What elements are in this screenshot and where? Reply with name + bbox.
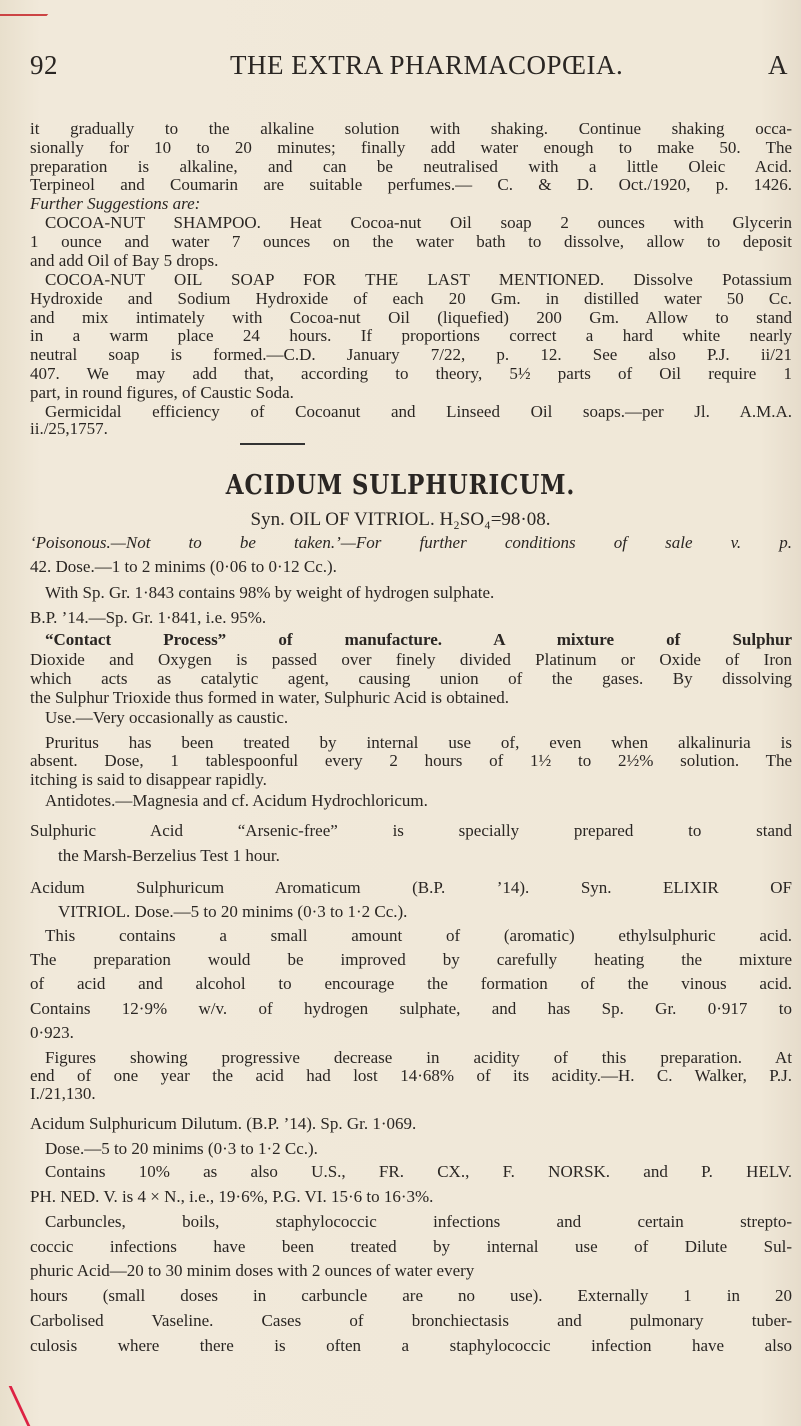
text-line: “Contact Process” of manufacture. A mixture of Sulphur bbox=[45, 630, 792, 649]
corner-letter: A bbox=[768, 50, 788, 80]
section-divider bbox=[240, 443, 305, 445]
text-line: Use.—Very occasionally as caustic. bbox=[45, 708, 289, 727]
text-line: in a warm place 24 hours. If proportions correct a hard white nearly bbox=[30, 326, 792, 345]
text-line: Pruritus has been treated by internal use of, even when alkalinuria is bbox=[45, 733, 792, 752]
text-line: Further Suggestions are: bbox=[30, 194, 201, 213]
text-line: Contains 12·9% w/v. of hydrogen sulphate, and has Sp. Gr. 0·917 to bbox=[30, 999, 792, 1018]
text-line: Germicidal efficiency of Cocoanut and Linseed Oil soaps.—per Jl. A.M.A. bbox=[45, 402, 792, 421]
text-line: Antidotes.—Magnesia and cf. Acidum Hydrochloricum. bbox=[45, 791, 428, 810]
text-line: ii./25,1757. bbox=[30, 419, 108, 438]
red-bookmark-edge bbox=[0, 1386, 30, 1426]
text-line: the Marsh-Berzelius Test 1 hour. bbox=[58, 846, 280, 865]
running-title: THE EXTRA PHARMACOPŒIA. bbox=[230, 50, 624, 80]
text-line: 407. We may add that, according to theory, 5½ parts of Oil require 1 bbox=[30, 364, 792, 383]
text-line: Acidum Sulphuricum Dilutum. (B.P. ’14). Sp. Gr. 1·069. bbox=[30, 1114, 417, 1133]
text-line: Hydroxide and Sodium Hydroxide of each 20 Gm. in distilled water 50 Cc. bbox=[30, 289, 792, 308]
text-line: 1 ounce and water 7 ounces on the water bath to dissolve, allow to deposit bbox=[30, 232, 792, 251]
text-line: neutral soap is formed.—C.D. January 7/22, p. 12. See also P.J. ii/21 bbox=[30, 345, 792, 364]
text-line: of acid and alcohol to encourage the formation of the vinous acid. bbox=[30, 974, 792, 993]
text-line: end of one year the acid had lost 14·68% of its acidity.—H. C. Walker, P.J. bbox=[30, 1066, 792, 1085]
text-line: Sulphuric Acid “Arsenic-free” is specially prepared to stand bbox=[30, 821, 792, 840]
text-line: B.P. ’14.—Sp. Gr. 1·841, i.e. 95%. bbox=[30, 608, 267, 627]
text-line: Dose.—5 to 20 minims (0·3 to 1·2 Cc.). bbox=[45, 1139, 318, 1158]
text-line: 42. Dose.—1 to 2 minims (0·06 to 0·12 Cc.). bbox=[30, 557, 337, 576]
text-line: VITRIOL. Dose.—5 to 20 minims (0·3 to 1·2 Cc.). bbox=[58, 902, 408, 921]
text-line: coccic infections have been treated by internal use of Dilute Sul- bbox=[30, 1237, 792, 1256]
text-line: Syn. OIL OF VITRIOL. H₂SO₄=98·08. bbox=[250, 510, 551, 529]
text-line: phuric Acid—20 to 30 minim doses with 2 ounces of water every bbox=[30, 1261, 475, 1280]
text-line: Carbolised Vaseline. Cases of bronchiectasis and pulmonary tuber- bbox=[30, 1311, 792, 1330]
section-title: ACIDUM SULPHURICUM. bbox=[225, 470, 576, 501]
text-line: I./21,130. bbox=[30, 1084, 96, 1103]
text-line: absent. Dose, 1 tablespoonful every 2 hours of 1½ to 2½% solution. The bbox=[30, 751, 792, 770]
text-line: COCOA-NUT SHAMPOO. Heat Cocoa-nut Oil soap 2 ounces with Glycerin bbox=[45, 213, 792, 232]
text-line: 0·923. bbox=[30, 1023, 74, 1042]
text-line: ‘Poisonous.—Not to be taken.’—For further conditions of sale v. p. bbox=[30, 533, 792, 552]
text-line: part, in round figures, of Caustic Soda. bbox=[30, 383, 294, 402]
page-number: 92 bbox=[30, 50, 58, 80]
text-line: Acidum Sulphuricum Aromaticum (B.P. ’14). Syn. ELIXIR OF bbox=[30, 878, 792, 897]
text-line: which acts as catalytic agent, causing union of the gases. By dissolving bbox=[30, 669, 792, 688]
text-line: it gradually to the alkaline solution with shaking. Continue shaking occa- bbox=[30, 119, 792, 138]
text-line: With Sp. Gr. 1·843 contains 98% by weight of hydrogen sulphate. bbox=[45, 583, 495, 602]
text-line: Carbuncles, boils, staphylococcic infections and certain strepto- bbox=[45, 1212, 792, 1231]
text-line: itching is said to disappear rapidly. bbox=[30, 770, 267, 789]
text-line: hours (small doses in carbuncle are no use). Externally 1 in 20 bbox=[30, 1286, 792, 1305]
text-line: The preparation would be improved by carefully heating the mixture bbox=[30, 950, 792, 969]
page-corner-mark bbox=[0, 0, 60, 16]
text-line: Terpineol and Coumarin are suitable perfumes.— C. & D. Oct./1920, p. 1426. bbox=[30, 175, 792, 194]
text-line: and mix intimately with Cocoa-nut Oil (liquefied) 200 Gm. Allow to stand bbox=[30, 308, 792, 327]
text-line: Dioxide and Oxygen is passed over finely divided Platinum or Oxide of Iron bbox=[30, 650, 792, 669]
text-line: sionally for 10 to 20 minutes; finally add water enough to make 50. The bbox=[30, 138, 792, 157]
text-line: the Sulphur Trioxide thus formed in water, Sulphuric Acid is obtained. bbox=[30, 688, 510, 707]
text-line: COCOA-NUT OIL SOAP FOR THE LAST MENTIONED. Dissolve Potassium bbox=[45, 270, 792, 289]
text-line: culosis where there is often a staphylococcic infection have also bbox=[30, 1336, 792, 1355]
text-line: PH. NED. V. is 4 × N., i.e., 19·6%, P.G. VI. 15·6 to 16·3%. bbox=[30, 1187, 434, 1206]
text-line: Figures showing progressive decrease in acidity of this preparation. At bbox=[45, 1048, 792, 1067]
text-line: This contains a small amount of (aromatic) ethylsulphuric acid. bbox=[45, 926, 792, 945]
text-line: Contains 10% as also U.S., FR. CX., F. NORSK. and P. HELV. bbox=[45, 1162, 792, 1181]
text-line: preparation is alkaline, and can be neutralised with a little Oleic Acid. bbox=[30, 157, 792, 176]
text-line: and add Oil of Bay 5 drops. bbox=[30, 251, 219, 270]
